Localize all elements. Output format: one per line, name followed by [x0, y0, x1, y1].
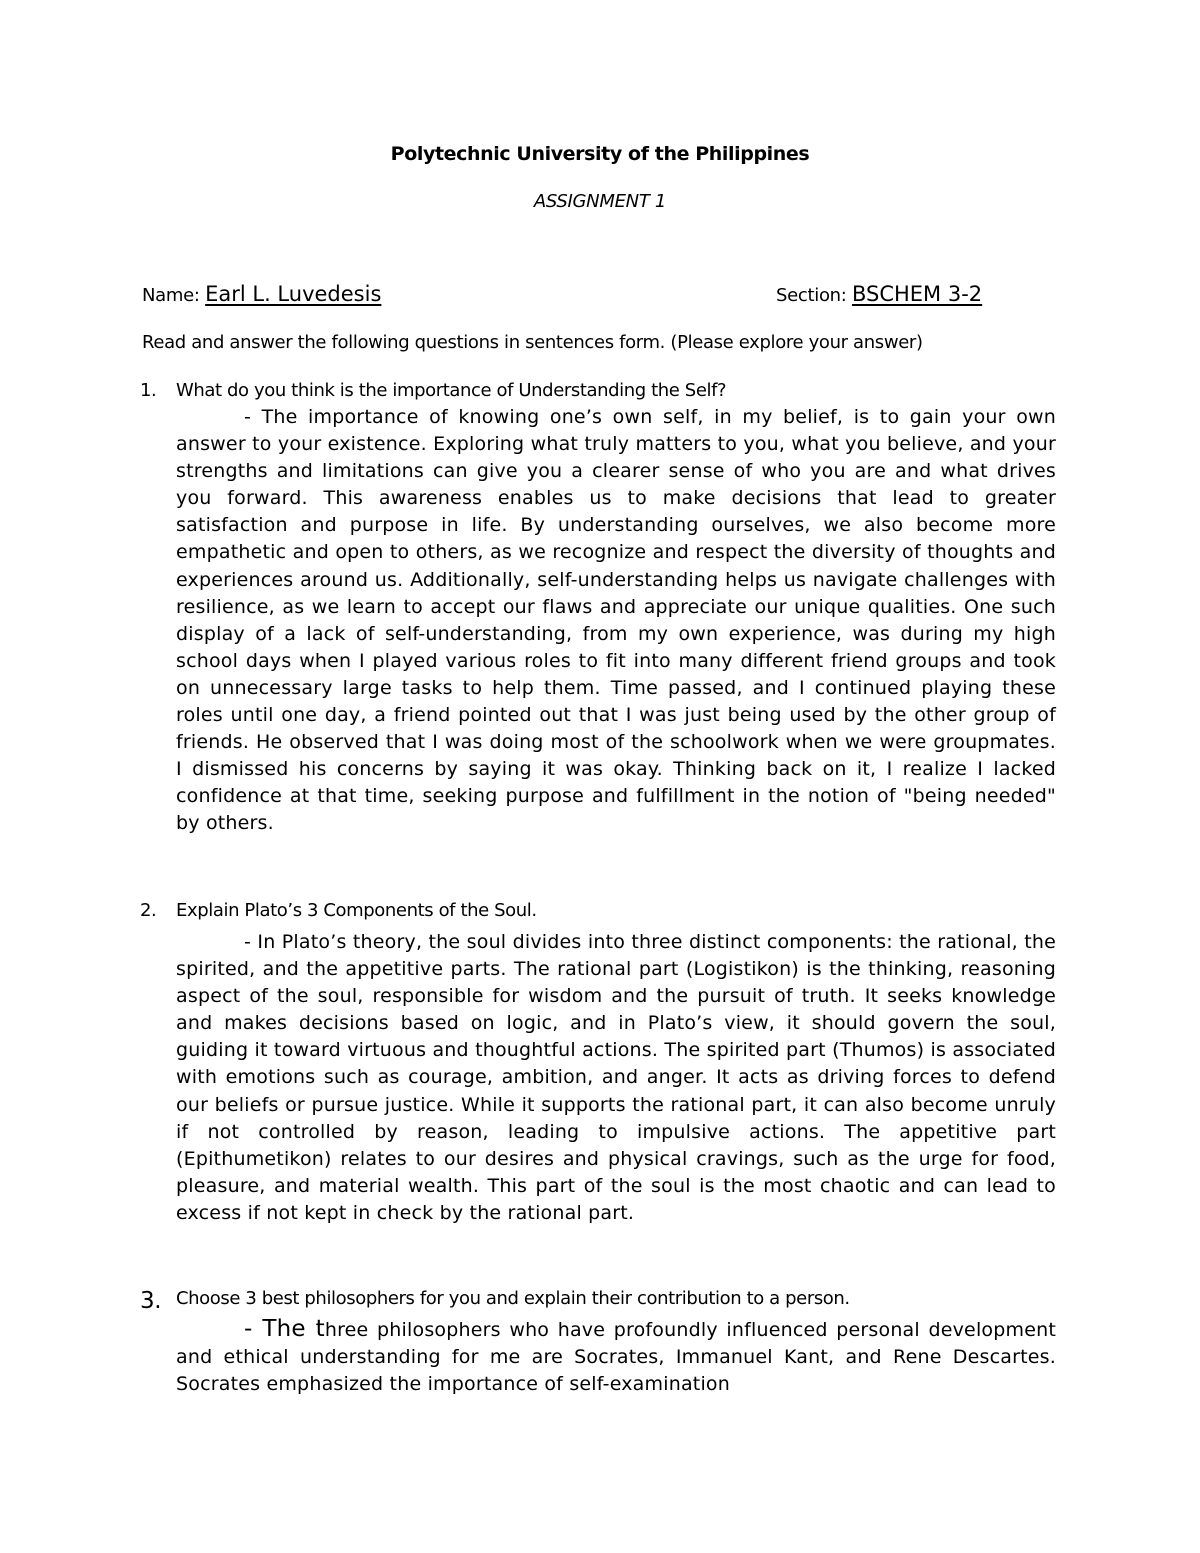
- instructions: Read and answer the following questions in sentences form. (Please explore your answer): [142, 332, 923, 353]
- answer-text: - The importance of knowing one’s own self, in my belief, is to gain your own answer to your existence. Exploring what truly matters to you, what you believe, and your strengths and limitations can give you a clearer sense of who you are and what drives you forward. This awareness enables us to make decisions that lead to greater satisfaction and purpose in life. By understanding ourselves, we also become more empathetic and open to others, as we recognize and respect the diversity of thoughts and experiences around us. Additionally, self-understanding helps us navigate challenges with resilience, as we learn to accept our flaws and appreciate our unique qualities. One such display of a lack of self-understanding, from my own experience, was during my high school days when I played various roles to fit into many different friend groups and took on unnecessary large tasks to help them. Time passed, and I continued playing these roles until one day, a friend pointed out that I was just being used by the other group of friends. He observed that I was doing most of the schoolwork when we were groupmates. I dismissed his concerns by saying it was okay. Thinking back on it, I realize I lacked confidence at that time, seeking purpose and fulfillment in the notion of "being needed" by others.: [176, 406, 1056, 835]
- question-1: [140, 380, 1056, 401]
- answer-2: [176, 929, 1056, 1227]
- question-number: 2.: [140, 900, 157, 921]
- question-number: 3.: [140, 1288, 162, 1314]
- answer-lead: - The t: [244, 1316, 325, 1342]
- question-3: [140, 1288, 1056, 1314]
- name-label: Name:: [142, 285, 200, 306]
- name-field: [142, 282, 381, 306]
- answer-text: hree philosophers who have profoundly influenced personal development and ethical understanding for me are Socrates, Immanuel Kant, and Rene Descartes. Socrates emphasized the importance of self-examination: [176, 1319, 1057, 1396]
- name-value: Earl L. Luvedesis: [205, 282, 382, 306]
- answer-3: [176, 1316, 1056, 1398]
- section-value: BSCHEM 3-2: [851, 282, 983, 306]
- question-2: [140, 900, 1056, 921]
- assignment-title: ASSIGNMENT 1: [533, 191, 667, 212]
- question-text: What do you think is the importance of Understanding the Self?: [176, 380, 727, 401]
- section-label: Section:: [776, 285, 847, 306]
- university-title: Polytechnic University of the Philippines: [390, 143, 810, 165]
- answer-1: [176, 404, 1056, 838]
- section-field: [776, 282, 982, 306]
- question-text: Explain Plato’s 3 Components of the Soul.: [176, 900, 537, 921]
- question-text: Choose 3 best philosophers for you and explain their contribution to a person.: [176, 1288, 850, 1309]
- question-number: 1.: [140, 380, 157, 401]
- answer-text: - In Plato’s theory, the soul divides into three distinct components: the rational, the spirited, and the appetitive parts. The rational part (Logistikon) is the thinking, reasoning aspect of the soul, responsible for wisdom and the pursuit of truth. It seeks knowledge and makes decisions based on logic, and in Plato’s view, it should govern the soul, guiding it toward virtuous and thoughtful actions. The spirited part (Thumos) is associated with emotions such as courage, ambition, and anger. It acts as driving forces to defend our beliefs or pursue justice. While it supports the rational part, it can also become unruly if not controlled by reason, leading to impulsive actions. The appetitive part (Epithumetikon) relates to our desires and physical cravings, such as the urge for food, pleasure, and material wealth. This part of the soul is the most chaotic and can lead to excess if not kept in check by the rational part.: [176, 931, 1056, 1224]
